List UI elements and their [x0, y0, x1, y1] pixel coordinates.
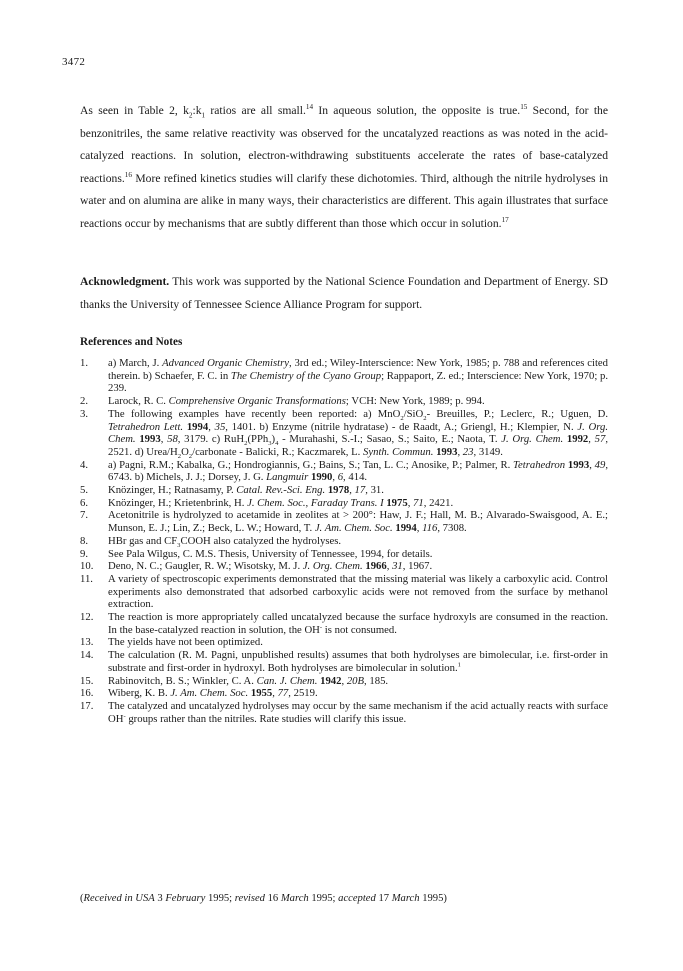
reference-text: The yields have not been optimized. [108, 636, 263, 649]
reference-text: Deno, N. C.; Gaugler, R. W.; Wisotsky, M. J. J. Org. Chem. 1966, 31, 1967. [108, 560, 433, 573]
page-number: 3472 [62, 56, 86, 68]
references-heading: References and Notes [80, 336, 183, 348]
reference-item [80, 395, 608, 408]
reference-text: The calculation (R. M. Pagni, unpublished results) assumes that both hydrolyses are bimolecular, i.e. first-order in substrate and first-order in hydroxyl. Both hydrolyses are bimolecular in solution.$^1$ [108, 649, 608, 674]
acknowledgment-label: Acknowledgment. [80, 275, 170, 288]
reference-item [80, 573, 608, 611]
reference-number: 15. [80, 674, 94, 687]
reference-number: 2. [80, 395, 89, 408]
reference-text: Acetonitrile is hydrolyzed to acetamide in zeolites at > 200°: Haw, J. F.; Hall, M. B.; Alvarado-Swaisgood, A. E.; Munson, E. J.; Lin, Z.; Beck, L. W.; Howard, T. J. Am. Chem. Soc. 1994, 116, 7308. [108, 509, 608, 535]
reference-item [80, 459, 608, 484]
reference-number: 16. [80, 687, 94, 700]
reference-text: See Pala Wilgus, C. M.S. Thesis, University of Tennessee, 1994, for details. [108, 547, 433, 560]
reference-number: 17. [80, 699, 94, 712]
reference-text: Rabinovitch, B. S.; Winkler, C. A. Can. J. Chem. 1942, 20B, 185. [108, 674, 389, 687]
reference-item [80, 687, 608, 700]
acknowledgment-paragraph: Acknowledgment. This work was supported by the National Science Foundation and Department of Energy. SD thanks the University of Tennessee Science Alliance Program for support. [80, 275, 608, 311]
body-paragraph: As seen in Table 2, $k_2:k_1$ ratios are all small.$^{14}$ In aqueous solution, the opposite is true.$^{15}$ Second, for the benzonitriles, the same relative reactivity was observed for the uncatalyzed reactions as was noted in the acid-catalyzed reactions. In solution, electron-withdrawing substituents accelerate the rates of base-catalyzed reactions.$^{16}$ More refined kinetics studies will clarify these dichotomies. Third, although the nitrile hydrolyses in water and on alumina are alike in many ways, their characteristics are different. This again illustrates that surface reactions occur by mechanisms that are subtly different than those which occur in solution.$^{17}$ [80, 103, 608, 230]
reference-text: Larock, R. C. Comprehensive Organic Transformations; VCH: New York, 1989; p. 994. [108, 395, 485, 408]
reference-item [80, 509, 608, 534]
reference-item [80, 611, 608, 636]
reference-text: The following examples have recently been reported: a) MnO$_2$/SiO$_2$- Breuilles, P.; Leclerc, R.; Uguen, D. Tetrahedron Lett. 1994, 35, 1401. b) Enzyme (nitrile hydratase) - de Raadt, A.; Griengl, H.; Klempier, N. J. Org. Chem. 1993, 58, 3179. c) $RuH_2(PPh_3)_4$ - Murahashi, S.-I.; Sasao, S.; Saito, E.; Naota, T. J. Org. Chem. 1992, 57, 2521. d) Urea/$H_2O_2$/carbonate - Balicki, R.; Kaczmarek, L. Synth. Commun. 1993, 23, 3149. [108, 407, 609, 461]
reference-item [80, 649, 608, 674]
reference-number: 11. [80, 572, 93, 585]
reference-number: 1. [80, 357, 89, 369]
reference-text: Wiberg, K. B. J. Am. Chem. Soc. 1955, 77, 2519. [108, 687, 318, 700]
reference-number: 12. [80, 611, 94, 624]
reference-number: 5. [80, 484, 89, 497]
reference-item [80, 535, 608, 548]
reference-text: The reaction is more appropriately called uncatalyzed because the surface hydroxyls are consumed in the reaction. In the base-catalyzed reaction in solution, the OH- is not consumed. [108, 611, 608, 636]
reference-text: Knözinger, H.; Ratnasamy, P. Catal. Rev.-Sci. Eng. 1978, 17, 31. [108, 484, 384, 497]
reference-text: a) Pagni, R.M.; Kabalka, G.; Hondrogiannis, G.; Bains, S.; Tan, L. C.; Anosike, P.; Palmer, R. Tetrahedron 1993, 49, 6743. b) Michels, J. J.; Dorsey, J. G. Langmuir 1990, 6, 414. [108, 458, 609, 484]
references-list [80, 357, 608, 725]
reference-item [80, 497, 608, 510]
reference-number: 4. [80, 458, 89, 471]
reference-text: The catalyzed and uncatalyzed hydrolyses may occur by the same mechanism if the acid actually reacts with surface OH- groups rather than the nitriles. Rate studies will clarify this issue. [108, 699, 608, 725]
reference-number: 6. [80, 496, 89, 509]
reference-number: 9. [80, 547, 89, 560]
reference-item [80, 548, 608, 561]
reference-text: a) March, J. Advanced Organic Chemistry, 3rd ed.; Wiley-Interscience: New York, 1985; p. 788 and references cited therein. b) Schaefer, F. C. in The Chemistry of the Cyano Group; Rappaport, Z. ed.; Interscience: New York, 1970; p. 239. [108, 357, 608, 395]
reference-item [80, 484, 608, 497]
reference-number: 7. [80, 509, 89, 522]
reference-number: 13. [80, 636, 94, 649]
reference-item [80, 700, 608, 725]
reference-item [80, 408, 608, 459]
reference-text: HBr gas and $CF_3COOH$ also catalyzed the hydrolyses. [108, 534, 342, 549]
reference-text: A variety of spectroscopic experiments demonstrated that the missing material was likely a carboxylic acid. Control experiments also demonstrated that adsorbed carboxylic acids were not removed from the surface by methanol extraction. [108, 572, 608, 611]
reference-number: 3. [80, 407, 89, 420]
reference-number: 14. [80, 649, 94, 662]
reference-item [80, 636, 608, 649]
reference-number: 10. [80, 560, 94, 573]
reference-number: 8. [80, 534, 89, 547]
received-dates: (Received in USA 3 February 1995; revised 16 March 1995; accepted 17 March 1995) [80, 893, 447, 904]
reference-item [80, 357, 608, 395]
reference-item [80, 675, 608, 688]
reference-text: Knözinger, H.; Krietenbrink, H. J. Chem. Soc., Faraday Trans. I 1975, 71, 2421. [108, 496, 454, 509]
reference-item [80, 560, 608, 573]
